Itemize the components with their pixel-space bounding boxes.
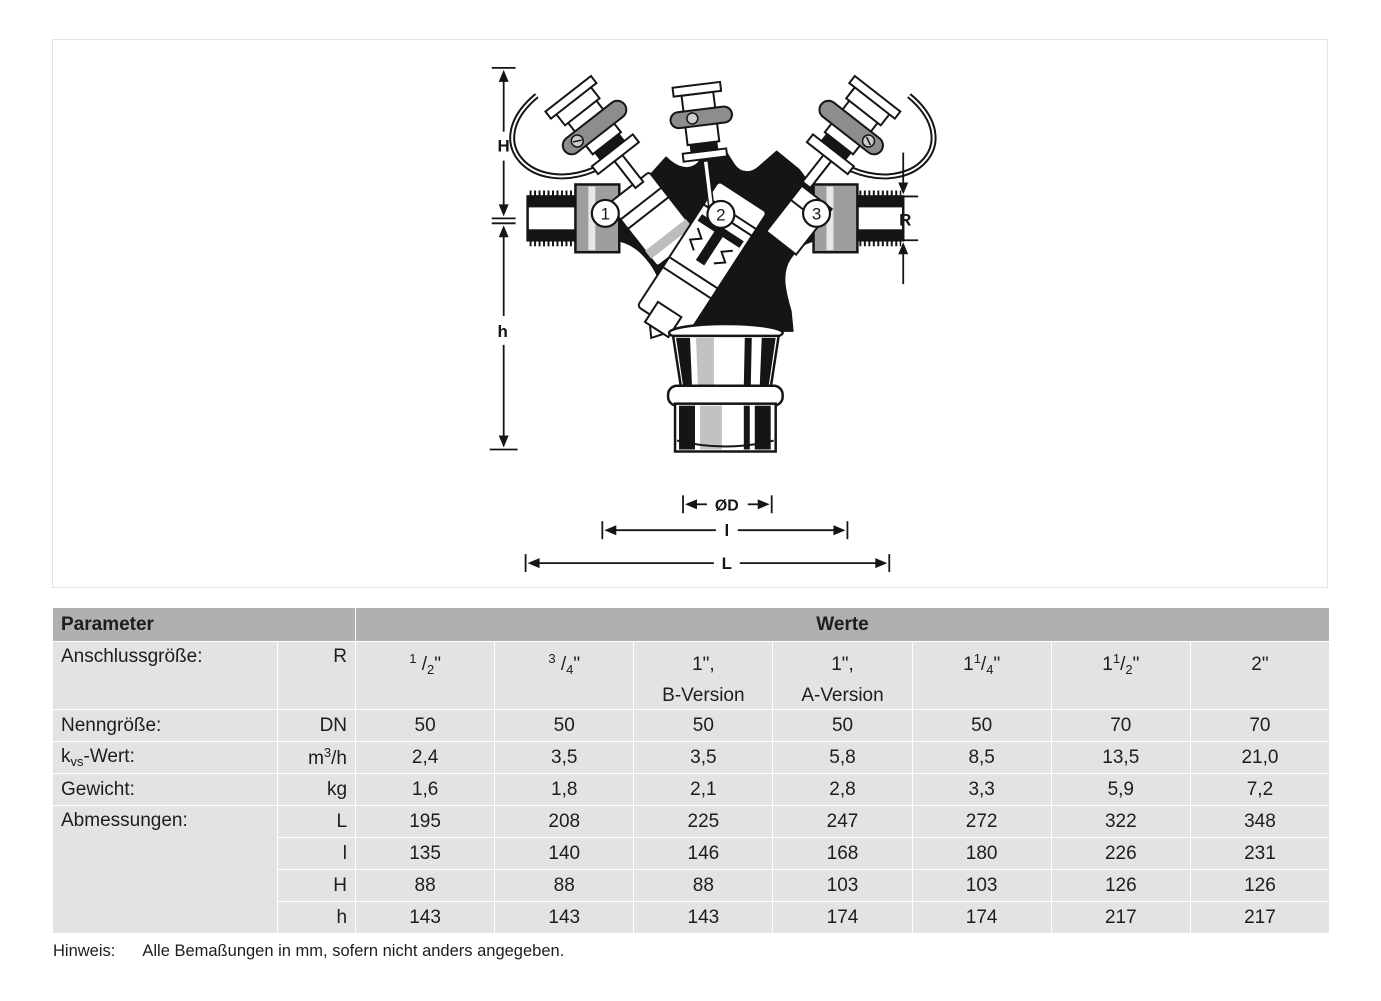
table-cell: 88 <box>634 870 773 902</box>
table-cell: 143 <box>356 902 495 934</box>
table-cell: 174 <box>912 902 1051 934</box>
dim-L-label: L <box>721 554 733 574</box>
row-unit: R <box>278 642 356 710</box>
table-cell: 174 <box>773 902 912 934</box>
discharge-funnel <box>668 324 783 452</box>
table-cell: 50 <box>773 710 912 742</box>
row-unit: h <box>278 902 356 934</box>
row-unit: H <box>278 870 356 902</box>
table-cell: 168 <box>773 838 912 870</box>
table-cell: 225 <box>634 806 773 838</box>
table-cell: 322 <box>1051 806 1190 838</box>
table-cell: $^3$ $/_4$" <box>495 642 634 710</box>
table-cell: 50 <box>356 710 495 742</box>
table-cell: 226 <box>1051 838 1190 870</box>
table-cell: 13,5 <box>1051 742 1190 774</box>
table-cell: 50 <box>495 710 634 742</box>
row-kvs-wert <box>53 742 1330 774</box>
part-marker-3-label: 3 <box>811 204 822 224</box>
table-cell: 208 <box>495 806 634 838</box>
dim-D-label: ØD <box>714 497 739 515</box>
table-cell: 3,5 <box>495 742 634 774</box>
table-cell: 217 <box>1051 902 1190 934</box>
table-cell: 21,0 <box>1190 742 1329 774</box>
table-cell: 195 <box>356 806 495 838</box>
row-anschlussgroesse <box>53 642 1330 710</box>
row-label: Anschlussgröße: <box>53 642 278 710</box>
table-cell: 143 <box>495 902 634 934</box>
pipe-left-thread <box>528 193 578 243</box>
table-cell: 1,6 <box>356 774 495 806</box>
note <box>53 942 564 961</box>
table-cell: 146 <box>634 838 773 870</box>
valve-diagram-box <box>52 39 1328 588</box>
dim-H-label: H <box>497 136 510 156</box>
table-cell: $1^1/_4$" <box>912 642 1051 710</box>
pipe-right-thread <box>857 193 903 243</box>
werte-header: Werte <box>356 608 1330 642</box>
table-cell: 103 <box>912 870 1051 902</box>
row-unit: l <box>278 838 356 870</box>
table-cell: $^1$ $/_2$" <box>356 642 495 710</box>
row-abmessungen-L <box>53 806 1330 838</box>
table-cell: 88 <box>356 870 495 902</box>
table-cell: 126 <box>1051 870 1190 902</box>
row-label: Gewicht: <box>53 774 278 806</box>
row-unit: $m^3/h$ <box>278 742 356 774</box>
table-cell: 143 <box>634 902 773 934</box>
table-cell: 2,8 <box>773 774 912 806</box>
table-cell: 5,9 <box>1051 774 1190 806</box>
table-cell: 3,3 <box>912 774 1051 806</box>
table-cell: 7,2 <box>1190 774 1329 806</box>
table-cell: 135 <box>356 838 495 870</box>
note-label: Hinweis: <box>53 942 116 960</box>
note-text: Alle Bemaßungen in mm, sofern nicht anders angegeben. <box>142 942 565 960</box>
table-header-row <box>53 608 1330 642</box>
dim-l <box>602 521 847 540</box>
row-unit: L <box>278 806 356 838</box>
table-cell: 103 <box>773 870 912 902</box>
dim-L <box>526 554 890 573</box>
table-cell: 70 <box>1190 710 1329 742</box>
row-label: Abmessungen: <box>53 806 278 934</box>
part-marker-1 <box>592 200 619 227</box>
table-cell: $1^1/_2$" <box>1051 642 1190 710</box>
part-marker-3 <box>803 200 830 227</box>
table-cell: 50 <box>912 710 1051 742</box>
dim-l-label: l <box>724 521 730 541</box>
table-cell: 180 <box>912 838 1051 870</box>
table-cell: 126 <box>1190 870 1329 902</box>
table-cell: 348 <box>1190 806 1329 838</box>
dim-h <box>490 223 518 449</box>
table-cell: 2,1 <box>634 774 773 806</box>
table-cell: 217 <box>1190 902 1329 934</box>
table-cell: 5,8 <box>773 742 912 774</box>
table-cell: 88 <box>495 870 634 902</box>
table-cell: 70 <box>1051 710 1190 742</box>
part-marker-2 <box>707 201 734 228</box>
table-cell: 1,8 <box>495 774 634 806</box>
row-label: $k_{vs}$-Wert: <box>53 742 278 774</box>
spec-table <box>52 607 1330 934</box>
valve-diagram <box>53 40 1327 587</box>
row-unit: DN <box>278 710 356 742</box>
table-cell: 3,5 <box>634 742 773 774</box>
dim-D <box>683 495 772 514</box>
dim-R-label: R <box>899 210 912 230</box>
table-cell: 50 <box>634 710 773 742</box>
row-label: Nenngröße: <box>53 710 278 742</box>
row-gewicht <box>53 774 1330 806</box>
table-cell: 2,4 <box>356 742 495 774</box>
row-nenngroesse <box>53 710 1330 742</box>
dim-h-label: h <box>497 321 508 341</box>
table-cell: 8,5 <box>912 742 1051 774</box>
parameter-header: Parameter <box>53 608 356 642</box>
row-unit: kg <box>278 774 356 806</box>
table-cell: 2" <box>1190 642 1329 710</box>
table-cell: 247 <box>773 806 912 838</box>
table-cell: 231 <box>1190 838 1329 870</box>
part-marker-1-label: 1 <box>600 204 611 224</box>
table-cell: 140 <box>495 838 634 870</box>
table-cell: 272 <box>912 806 1051 838</box>
part-marker-2-label: 2 <box>716 205 726 225</box>
table-cell: 1", A-Version <box>773 642 912 710</box>
table-cell: 1", B-Version <box>634 642 773 710</box>
